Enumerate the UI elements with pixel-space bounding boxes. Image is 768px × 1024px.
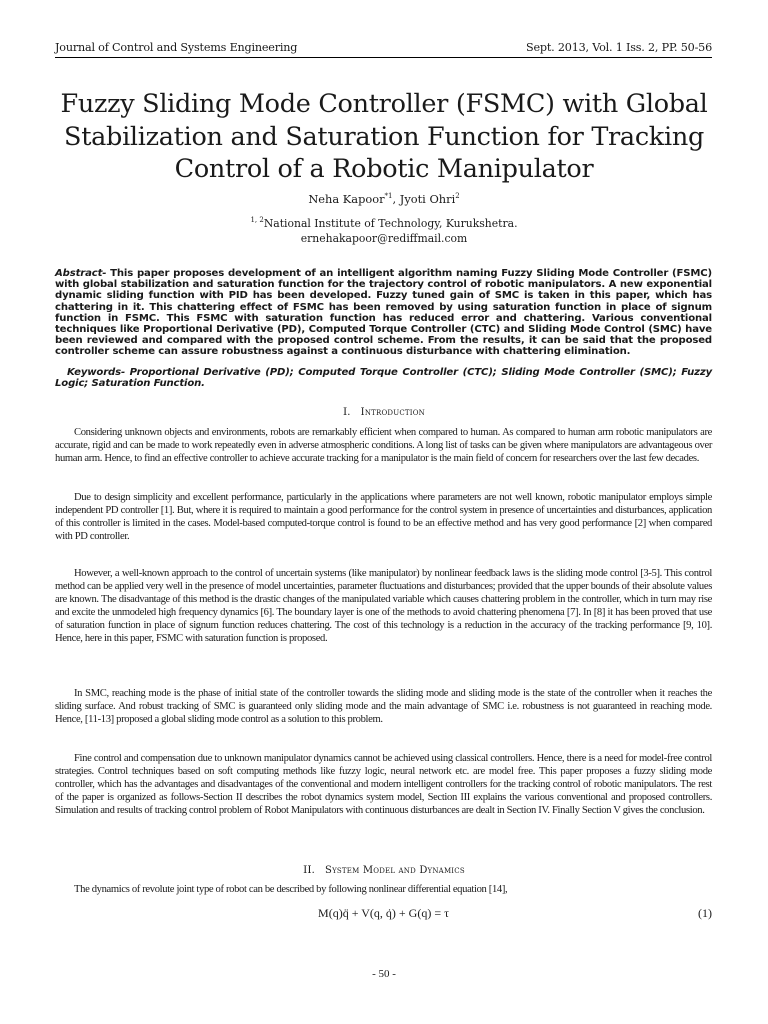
intro-paragraph-3: However, a well-known approach to the control of uncertain systems (like manipulator) by nonlinear feedback laws is the sliding mode control [3-5]. This control method can be applied very well in the presence of model uncertainties, parameter fluctuations and disturbances; provided that the upper bounds of their absolute values are known. The disadvantage of this method is the drastic changes of the manipulated variable which causes chattering problem in the controller, which in turn may rise and excite the unmodeled high frequency dynamics [6]. The boundary layer is one of the methods to avoid chattering phenomena [7]. In [8] it has been proved that use of saturation function in place of signum function reduces chattering. The cost of this technology is a reduction in the accuracy of the tracking performance [9, 10]. Hence, here in this paper, FSMC with saturation function is proposed.: [55, 568, 712, 645]
affiliation-block: [0, 216, 768, 246]
affiliation-marker: 1, 2: [250, 216, 264, 224]
author-2: Jyoti Ohri: [399, 192, 456, 206]
journal-name: Journal of Control and Systems Engineering: [55, 41, 298, 54]
title-line-2: Stabilization and Saturation Function for Tracking: [64, 121, 704, 152]
intro-paragraph-1: Considering unknown objects and environments, robots are remarkably efficient when compared to human. As compared to human arm robotic manipulators are accurate, rigid and can be made to work repeatedly even in adverse atmospheric conditions. A long list of tasks can be given where manipulators are advantageous over human arm. Hence, to find an effective controller to achieve accurate tracking for a manipulator is the main field of concern for researchers over the last few decades.: [55, 427, 712, 465]
email[interactable]: ernehakapoor@rediffmail.com: [300, 232, 468, 245]
keywords: Keywords- Proportional Derivative (PD); Computed Torque Controller (CTC); Sliding Mode Controller (SMC); Fuzzy Logic; Saturation Function.: [55, 367, 712, 390]
equation-number: (1): [698, 906, 712, 920]
equation-body: M(q)q̈ + V(q, q̇) + G(q) = τ: [318, 906, 449, 920]
section-heading-introduction: [0, 406, 768, 419]
author-line: [0, 192, 768, 206]
section-title: Introduction: [360, 407, 425, 418]
running-header: [55, 41, 712, 55]
intro-paragraph-2: Due to design simplicity and excellent performance, particularly in the applications where parameters are not well known, robotic manipulator employs simple independent PD controller [1]. But, where it is required to maintain a good performance for the control system in presence of uncertainties and disturbances, application of this controller is limited in the cases. Model-based computed-torque control is found to be an effective method and has very good performance [2] when compared with PD controller.: [55, 492, 712, 543]
author-1-marker: *1: [384, 192, 393, 200]
paper-title: [40, 88, 728, 186]
header-rule: [55, 57, 712, 58]
intro-paragraph-4: In SMC, reaching mode is the phase of initial state of the controller towards the sliding mode and sliding mode is the state of the controller when it reaches the sliding surface. And robust tracking of SMC is guaranteed only sliding mode and the main advantage of SMC i.e. robustness is not guaranteed in reaching mode. Hence, [11-13] proposed a global sliding mode control as a solution to this problem.: [55, 688, 712, 726]
institution: National Institute of Technology, Kurukshetra.: [263, 217, 518, 230]
abstract-text: This paper proposes development of an intelligent algorithm naming Fuzzy Sliding Mode Controller (FSMC) with global stabilization and saturation function for the trajectory control of robotic manipulators. A new exponential dynamic sliding function with PID has been developed. Fuzzy tuned gain of SMC is taken in this paper, which has chattering in it. This chattering effect of FSMC has been removed by using saturation function in place of signum function in FSMC. This FSMC with saturation function has reduced error and chattering. Various conventional techniques like Proportional Derivative (PD), Computed Torque Controller (CTC) and Sliding Mode Control (SMC) have been reviewed and compared with the proposed control scheme. From the results, it can be said that the proposed controller scheme can assure robustness against a continuous disturbance with chattering elimination.: [55, 268, 712, 358]
section-number: II.: [303, 864, 315, 876]
system-model-paragraph: The dynamics of revolute joint type of robot can be described by following nonlinear differential equation [14],: [74, 884, 508, 895]
page-number: - 50 -: [372, 968, 396, 980]
author-2-marker: 2: [455, 192, 460, 200]
title-line-1: Fuzzy Sliding Mode Controller (FSMC) with Global: [60, 89, 708, 119]
intro-paragraph-5: Fine control and compensation due to unknown manipulator dynamics cannot be achieved using classical controllers. Hence, there is a need for model-free control strategies. Control techniques based on soft computing methods like fuzzy logic, neural network etc. are model free. This paper proposes a fuzzy sliding mode controller, which has the advantages and disadvantages of the conventional and modern intelligent controllers for the tracking control of robotic manipulators. The rest of the paper is organized as follows-Section II describes the robot dynamics system model, Section III explains the various conventional and proposed controllers. Simulation and results of tracking control problem of Robot Manipulators with continuous disturbances are dealt in Section IV. Finally Section V gives the conclusion.: [55, 753, 712, 817]
issue-info: Sept. 2013, Vol. 1 Iss. 2, PP. 50-56: [526, 41, 712, 54]
section-number: I.: [343, 406, 351, 418]
section-title: System Model and Dynamics: [325, 865, 465, 876]
abstract: [55, 268, 712, 358]
title-line-3: Control of a Robotic Manipulator: [174, 154, 594, 184]
author-separator: ,: [392, 192, 400, 206]
section-heading-system-model: [0, 864, 768, 877]
author-1: Neha Kapoor: [308, 192, 385, 206]
affiliation: [0, 216, 768, 231]
abstract-lead: Abstract-: [55, 268, 107, 279]
